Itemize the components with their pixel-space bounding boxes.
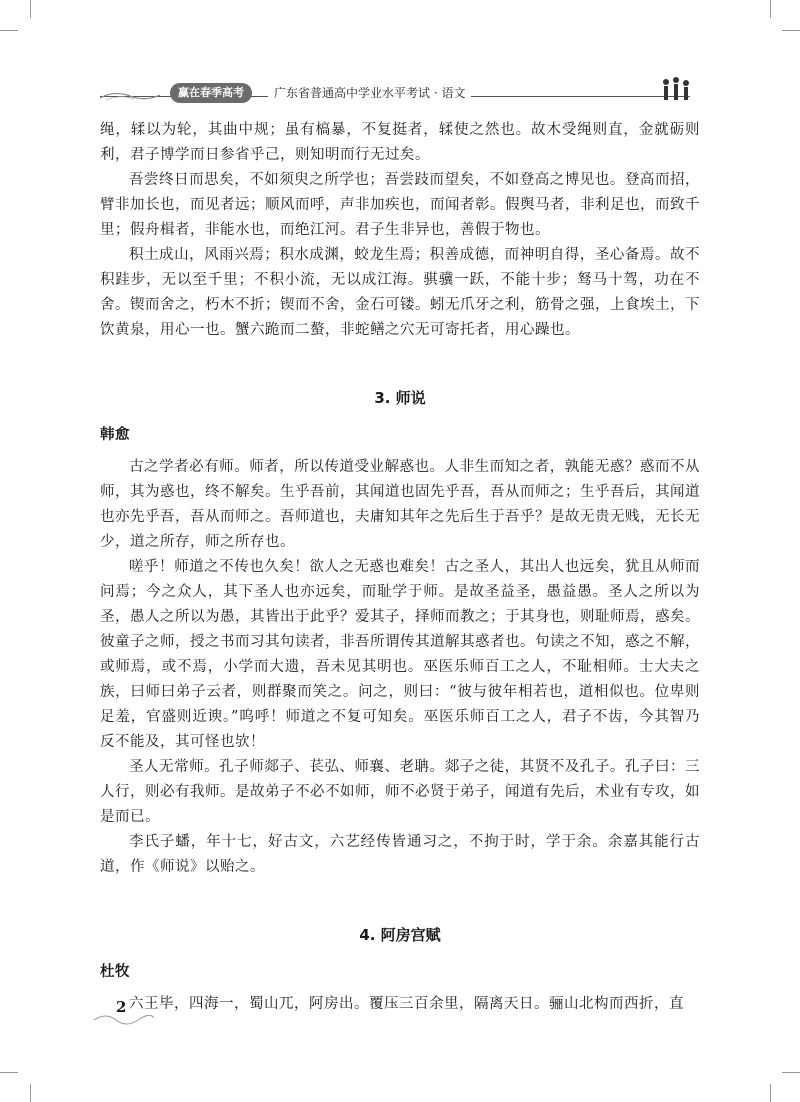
author-han-yu: 韩愈 — [100, 426, 130, 443]
quan-xue-paragraph: 吾尝终日而思矣，不如须臾之所学也；吾尝跂而望矣，不如登高之博见也。登高而招，臂非加长也，而见者远；顺风而呼，声非加疾也，而闻者彰。假舆马者，非利足也，而致千里；假舟楫者，非能水也，而绝江河。君子生非异也，善假于物也。 — [100, 172, 700, 238]
shi-shuo-paragraph: 李氏子蟠，年十七，好古文，六艺经传皆通习之，不拘于时，学于余。余嘉其能行古道，作《师说》以贻之。 — [100, 834, 700, 875]
quan-xue-paragraph: 积土成山，风雨兴焉；积水成渊，蛟龙生焉；积善成德，而神明自得，圣心备焉。故不积跬步，无以至千里；不积小流，无以成江海。骐骥一跃，不能十步；驽马十驾，功在不舍。锲而舍之，朽木不折；锲而不舍，金石可镂。蚓无爪牙之利，筋骨之强，上食埃土，下饮黄泉，用心一也。蟹六跪而二螯，非蛇鳝之穴无可寄托者，用心躁也。 — [100, 247, 700, 338]
people-silhouette-icon — [660, 76, 692, 106]
shi-shuo-paragraph: 圣人无常师。孔子师郯子、苌弘、师襄、老聃。郯子之徒，其贤不及孔子。孔子曰：三人行，则必有我师。是故弟子不必不如师，师不必贤于弟子，闻道有先后，术业有专攻，如是而已。 — [100, 759, 700, 825]
crop-mark — [770, 1084, 771, 1102]
crop-mark — [30, 1084, 31, 1102]
a-fang-gong-fu-paragraph: 六王毕，四海一，蜀山兀，阿房出。覆压三百余里，隔离天日。骊山北构而西折，直 — [129, 996, 684, 1012]
page-header — [100, 80, 700, 108]
author-du-mu: 杜牧 — [100, 963, 130, 980]
crop-mark — [0, 30, 18, 31]
page-footer — [94, 998, 154, 1028]
shi-shuo-paragraph: 古之学者必有师。师者，所以传道受业解惑也。人非生而知之者，孰能无惑？惑而不从师，其为惑也，终不解矣。生乎吾前，其闻道也固先乎吾，吾从而师之；生乎吾后，其闻道也亦先乎吾，吾从而师之。吾师道也，夫庸知其年之先后生于吾乎？是故无贵无贱，无长无少，道之所存，师之所存也。 — [100, 459, 700, 550]
swoosh-ornament-icon — [100, 86, 160, 106]
crop-mark — [770, 0, 771, 18]
page-content — [100, 118, 700, 1017]
page-number: 2 — [116, 998, 127, 1016]
section-title-a-fang-gong-fu: 4. 阿房宫赋 — [359, 926, 441, 944]
header-title: 广东省普通高中学业水平考试 · 语文 — [268, 82, 471, 104]
crop-mark — [30, 0, 31, 18]
crop-mark — [0, 1072, 18, 1073]
quan-xue-paragraph: 绳，𫐓以为轮，其曲中规；虽有槁暴，不复挺者，𫐓使之然也。故木受绳则直，金就砺则利，君子博学而日参省乎己，则知明而行无过矣。 — [100, 122, 700, 163]
section-title-shi-shuo: 3. 师说 — [374, 389, 426, 407]
shi-shuo-paragraph: 嗟乎！师道之不传也久矣！欲人之无惑也难矣！古之圣人，其出人也远矣，犹且从师而问焉；今之众人，其下圣人也亦远矣，而耻学于师。是故圣益圣，愚益愚。圣人之所以为圣，愚人之所以为愚，其皆出于此乎？爱其子，择师而教之；于其身也，则耻师焉，惑矣。彼童子之师，授之书而习其句读者，非吾所谓传其道解其惑者也。句读之不知，惑之不解，或师焉，或不焉，小学而大遗，吾未见其明也。巫医乐师百工之人，不耻相师。士大夫之族，曰师曰弟子云者，则群聚而笑之。问之，则曰：“彼与彼年相若也，道相似也。位卑则足羞，官盛则近谀。”呜呼！师道之不复可知矣。巫医乐师百工之人，君子不齿，今其智乃反不能及，其可怪也欤！ — [100, 559, 700, 750]
header-badge: 赢在春季高考 — [170, 83, 252, 103]
crop-mark — [782, 30, 800, 31]
crop-mark — [782, 1072, 800, 1073]
